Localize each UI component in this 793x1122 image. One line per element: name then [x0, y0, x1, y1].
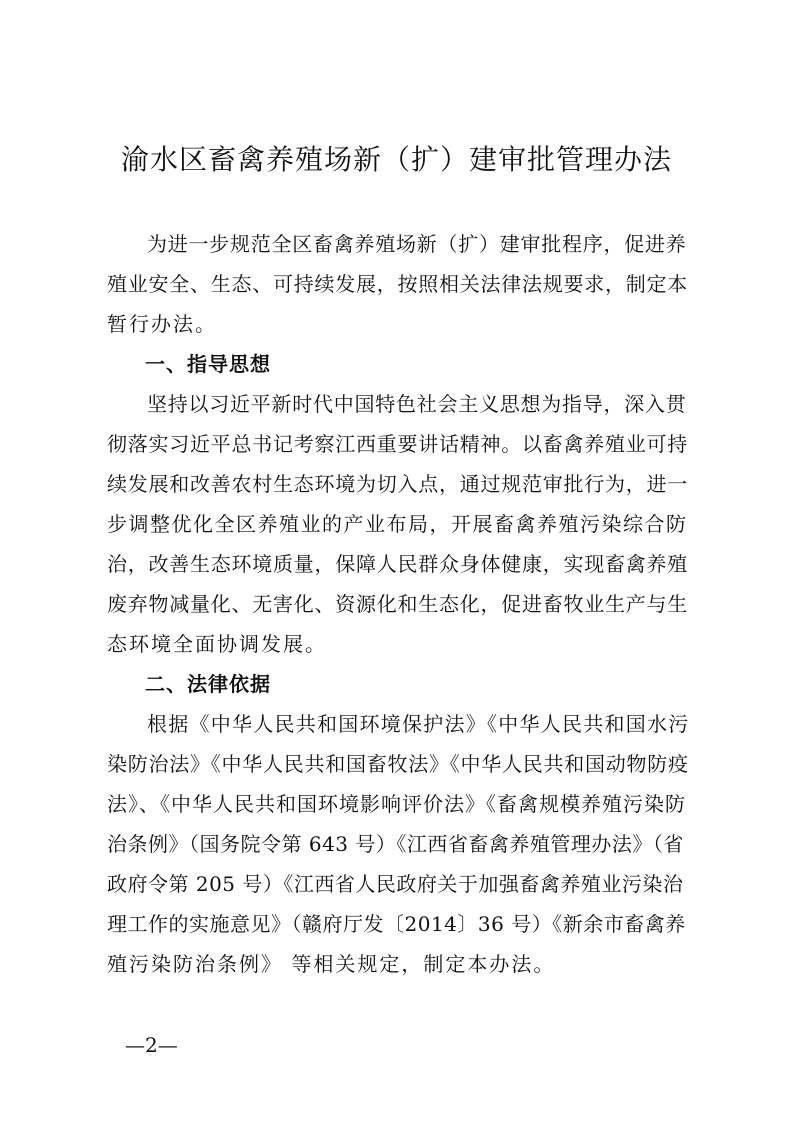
section1-line-4: 步调整优化全区养殖业的产业布局，开展畜禽养殖污染综合防 [107, 512, 688, 536]
section2-line-4: 治条例》（国务院令第 643 号）《江西省畜禽养殖管理办法》（省 [107, 832, 684, 856]
section-heading-guiding-ideology: 一、指导思想 [145, 352, 271, 376]
section1-line-3: 续发展和改善农村生态环境为切入点，通过规范审批行为，进一 [107, 472, 688, 496]
intro-line-3: 暂行办法。 [107, 312, 217, 336]
page-number: —2— [125, 1033, 178, 1057]
section2-line-5: 政府令第 205 号）《江西省人民政府关于加强畜禽养殖业污染治 [107, 872, 684, 896]
section2-line-3: 法》、《中华人民共和国环境影响评价法》《畜禽规模养殖污染防 [107, 792, 686, 816]
section2-line-1: 根据《中华人民共和国环境保护法》《中华人民共和国水污 [147, 712, 690, 736]
section2-line-7: 殖污染防治条例》 等相关规定，制定本办法。 [107, 952, 556, 976]
section2-line-6: 理工作的实施意见》（赣府厅发〔2014〕36 号）《新余市畜禽养 [107, 912, 686, 936]
intro-line-2: 殖业安全、生态、可持续发展，按照相关法律法规要求，制定本 [107, 272, 688, 296]
section1-line-1: 坚持以习近平新时代中国特色社会主义思想为指导，深入贯 [147, 392, 687, 416]
section1-line-5: 治，改善生态环境质量，保障人民群众身体健康，实现畜禽养殖 [107, 552, 688, 576]
document-title: 渝水区畜禽养殖场新（扩）建审批管理办法 [120, 143, 672, 176]
intro-line-1: 为进一步规范全区畜禽养殖场新（扩）建审批程序，促进养 [147, 232, 687, 256]
section2-line-2: 染防治法》《中华人民共和国畜牧法》《中华人民共和国动物防疫 [107, 752, 689, 776]
section-heading-legal-basis: 二、法律依据 [145, 672, 271, 696]
section1-line-2: 彻落实习近平总书记考察江西重要讲话精神。以畜禽养殖业可持 [107, 432, 688, 456]
section1-line-7: 态环境全面协调发展。 [107, 632, 327, 656]
section1-line-6: 废弃物减量化、无害化、资源化和生态化，促进畜牧业生产与生 [107, 592, 688, 616]
